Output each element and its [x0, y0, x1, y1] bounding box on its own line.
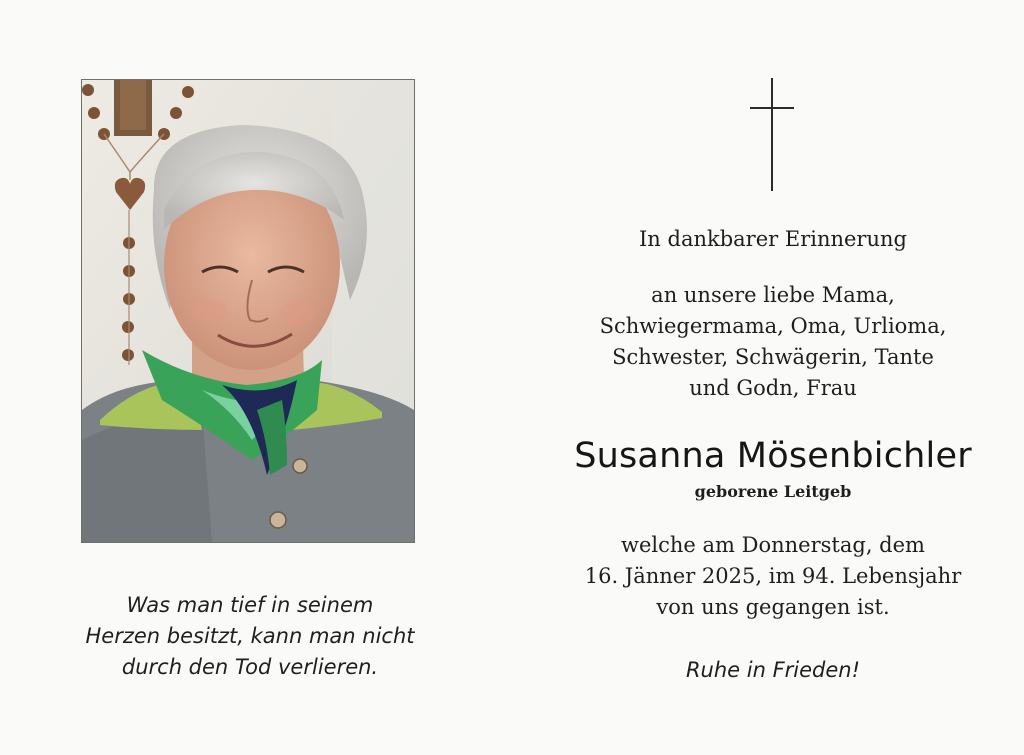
portrait-photo	[81, 79, 415, 543]
intro-line: In dankbarer Erinnerung	[639, 227, 907, 251]
closing-line: Ruhe in Frieden!	[685, 658, 861, 682]
relations-line: an unsere liebe Mama,	[651, 283, 895, 307]
cross-horizontal-bar	[750, 107, 794, 109]
birth-name: geborene Leitgeb	[694, 482, 852, 501]
quote-line: durch den Tod verlieren.	[121, 655, 379, 679]
cross-vertical-bar	[771, 78, 773, 191]
passing-line: 16. Jänner 2025, im 94. Lebensjahr	[584, 564, 962, 588]
relations-line: Schwiegermama, Oma, Urlioma,	[599, 314, 947, 338]
memorial-quote	[40, 590, 460, 683]
cross-icon	[750, 78, 796, 191]
passing-text	[548, 530, 998, 623]
quote-line: Herzen besitzt, kann man nicht	[85, 624, 415, 648]
quote-line: Was man tief in seinem	[126, 593, 374, 617]
portrait-illustration	[82, 80, 414, 542]
relations-line: und Godn, Frau	[689, 376, 857, 400]
relations-line: Schwester, Schwägerin, Tante	[612, 345, 934, 369]
passing-line: welche am Donnerstag, dem	[621, 533, 925, 557]
deceased-name: Susanna Mösenbichler	[574, 436, 972, 476]
relations-text	[548, 280, 998, 404]
passing-line: von uns gegangen ist.	[656, 595, 890, 619]
